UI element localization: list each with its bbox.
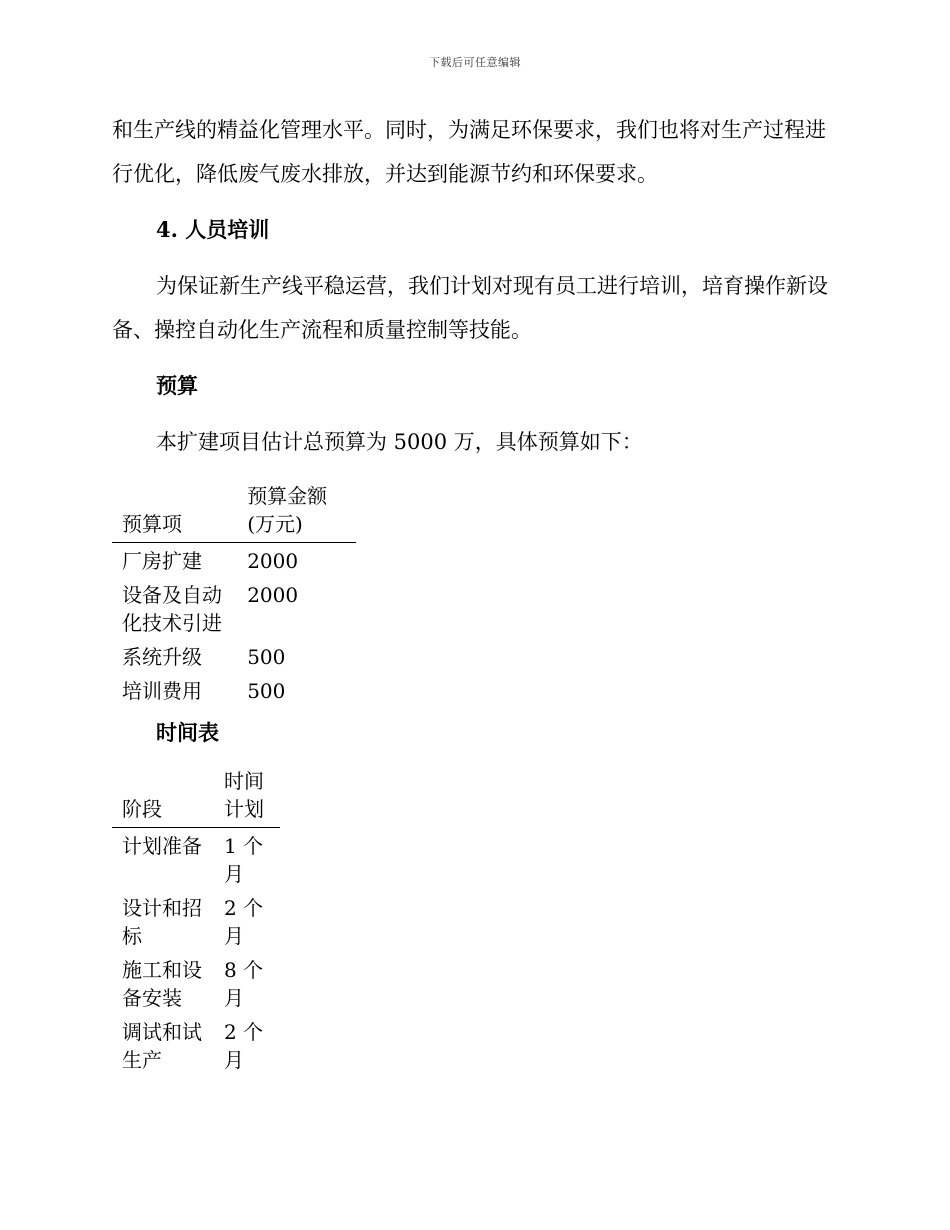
timeline-table-header-row — [112, 767, 280, 828]
budget-amount-cell: 2000 — [247, 583, 299, 607]
budget-header-item: 预算项 — [112, 482, 237, 543]
page-header-note: 下载后可任意编辑 — [429, 56, 521, 69]
timeline-duration-cell: 8 个月 — [224, 958, 264, 1010]
paragraph-training: 为保证新生产线平稳运营，我们计划对现有员工进行培训，培育操作新设备、操控自动化生产流程和质量控制等技能。 — [112, 274, 828, 342]
table-row — [112, 543, 356, 578]
budget-amount-cell: 500 — [247, 679, 286, 703]
timeline-table — [112, 767, 280, 1076]
section-heading-timeline: 时间表 — [156, 720, 219, 745]
timeline-phase-cell: 设计和招标 — [122, 896, 202, 948]
budget-item-cell: 厂房扩建 — [122, 549, 202, 573]
table-row — [112, 890, 280, 952]
timeline-duration-cell: 1 个月 — [224, 834, 264, 886]
budget-amount-cell: 500 — [247, 645, 286, 669]
budget-item-cell: 系统升级 — [122, 645, 202, 669]
timeline-header-phase: 阶段 — [112, 767, 214, 828]
timeline-duration-cell: 2 个月 — [224, 896, 264, 948]
budget-item-cell: 设备及自动化技术引进 — [122, 583, 222, 635]
paragraph-continuation: 和生产线的精益化管理水平。同时，为满足环保要求，我们也将对生产过程进行优化，降低废气废水排放，并达到能源节约和环保要求。 — [112, 118, 826, 186]
paragraph-budget-intro: 本扩建项目估计总预算为 5000 万，具体预算如下： — [156, 430, 643, 454]
budget-table-header-row — [112, 482, 356, 543]
table-row — [112, 952, 280, 1014]
timeline-duration-cell: 2 个月 — [224, 1020, 264, 1072]
timeline-phase-cell: 计划准备 — [122, 834, 202, 858]
table-row — [112, 828, 280, 891]
document-body — [112, 108, 832, 1076]
timeline-phase-cell: 调试和试生产 — [122, 1020, 202, 1072]
budget-header-amount: 预算金额(万元) — [237, 482, 356, 543]
table-row — [112, 673, 356, 707]
table-row — [112, 1014, 280, 1076]
budget-item-cell: 培训费用 — [122, 679, 202, 703]
timeline-phase-cell: 施工和设备安装 — [122, 958, 202, 1010]
section-heading-training: 4. 人员培训 — [156, 217, 270, 242]
timeline-header-duration: 时间计划 — [214, 767, 280, 828]
table-row — [112, 577, 356, 639]
table-row — [112, 639, 356, 673]
section-heading-budget: 预算 — [156, 373, 198, 398]
budget-table — [112, 482, 356, 707]
budget-amount-cell: 2000 — [247, 549, 299, 573]
